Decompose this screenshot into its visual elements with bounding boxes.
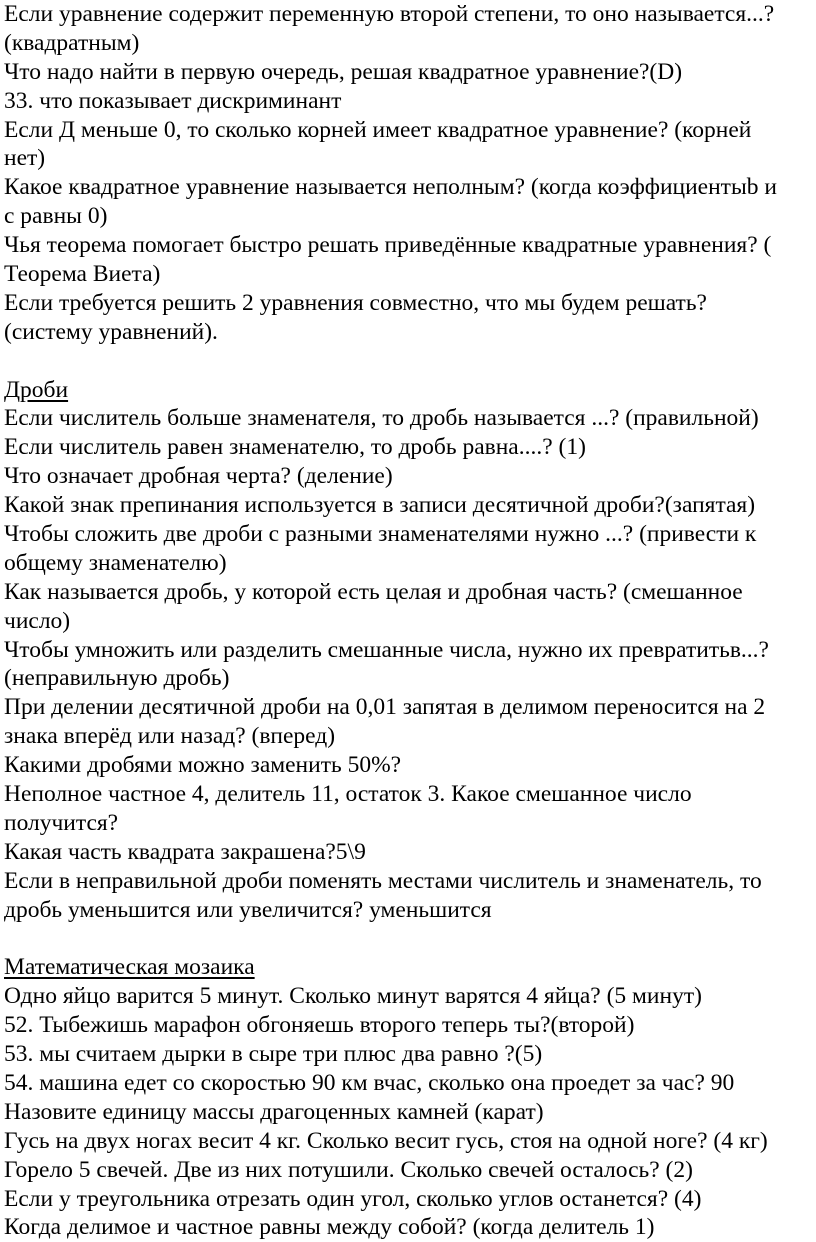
text-line: Как называется дробь, у которой есть целая и дробная часть? (смешанное xyxy=(4,578,743,605)
text-line: Горело 5 свечей. Две из них потушили. Сколько свечей осталось? (2) xyxy=(4,1156,693,1183)
text-line: Что означает дробная черта? (деление) xyxy=(4,463,393,490)
text-line: 52. Тыбежишь марафон обгоняешь второго теперь ты?(второй) xyxy=(4,1012,635,1039)
text-line: Если Д меньше 0, то сколько корней имеет квадратное уравнение? (корней xyxy=(4,116,752,143)
text-line: Какими дробями можно заменить 50%? xyxy=(4,752,402,779)
text-line: Неполное частное 4, делитель 11, остаток 3. Какое смешанное число xyxy=(4,781,692,808)
text-line: Если уравнение содержит переменную второй степени, то оно называется...? xyxy=(4,1,775,27)
section-heading: Математическая мозаика xyxy=(4,954,255,981)
text-line: Если в неправильной дроби поменять местами числитель и знаменатель, то xyxy=(4,867,762,894)
text-line: (квадратным) xyxy=(4,29,140,56)
text-line: (систему уравнений). xyxy=(4,318,218,345)
fractions-section xyxy=(4,376,816,925)
text-line: 53. мы считаем дырки в сыре три плюс два равно ?(5) xyxy=(4,1041,543,1068)
text-line: Чья теорема помогает быстро решать приведённые квадратные уравнения? ( xyxy=(4,232,772,259)
text-line: с равны 0) xyxy=(4,203,108,230)
text-line: число) xyxy=(4,607,71,634)
text-line: При делении десятичной дроби на 0,01 запятая в делимом переносится на 2 xyxy=(4,694,766,721)
text-line: Гусь на двух ногах весит 4 кг. Сколько весит гусь, стоя на одной ноге? (4 кг) xyxy=(4,1127,768,1154)
text-line: 33. что показывает дискриминант xyxy=(4,87,342,114)
text-line: Если числитель равен знаменателю, то дробь равна....? (1) xyxy=(4,434,586,461)
text-line: (неправильную дробь) xyxy=(4,665,230,692)
text-line: Если требуется решить 2 уравнения совместно, что мы будем решать? xyxy=(4,289,707,316)
text-line: Чтобы умножить или разделить смешанные числа, нужно их превратитьв...? xyxy=(4,636,769,663)
text-line: Какое квадратное уравнение называется неполным? (когда коэффициентыb и xyxy=(4,174,777,201)
text-line: получится? xyxy=(4,809,119,836)
text-line: Какая часть квадрата закрашена?5\9 xyxy=(4,838,366,865)
section-heading: Дроби xyxy=(4,376,69,403)
text-line: нет) xyxy=(4,145,46,172)
text-line: Когда делимое и частное равны между собой? (когда делитель 1) xyxy=(4,1214,655,1241)
text-line: Одно яйцо варится 5 минут. Сколько минут варятся 4 яйца? (5 минут) xyxy=(4,983,702,1010)
text-line: Какой знак препинания используется в записи десятичной дроби?(запятая) xyxy=(4,492,756,519)
text-line: Назовите единицу массы драгоценных камней (карат) xyxy=(4,1098,544,1125)
text-line: 54. машина едет со скоростью 90 км вчас, сколько она проедет за час? 90 xyxy=(4,1069,735,1096)
text-line: Теорема Виета) xyxy=(4,261,161,288)
text-line: знака вперёд или назад? (вперед) xyxy=(4,723,336,750)
text-line: Если числитель больше знаменателя, то дробь называется ...? (правильной) xyxy=(4,405,759,432)
mosaic-section xyxy=(4,953,816,1242)
blank-line xyxy=(4,925,816,954)
text-line: Что надо найти в первую очередь, решая квадратное уравнение?(D) xyxy=(4,58,683,85)
blank-line xyxy=(4,347,816,376)
text-line: дробь уменьшится или увеличится? уменьшится xyxy=(4,896,492,923)
algebra-section xyxy=(4,0,816,347)
text-line: Чтобы сложить две дроби с разными знаменателями нужно ...? (привести к xyxy=(4,521,757,548)
text-line: Если у треугольника отрезать один угол, сколько углов останется? (4) xyxy=(4,1185,702,1212)
text-line: общему знаменателю) xyxy=(4,549,227,576)
